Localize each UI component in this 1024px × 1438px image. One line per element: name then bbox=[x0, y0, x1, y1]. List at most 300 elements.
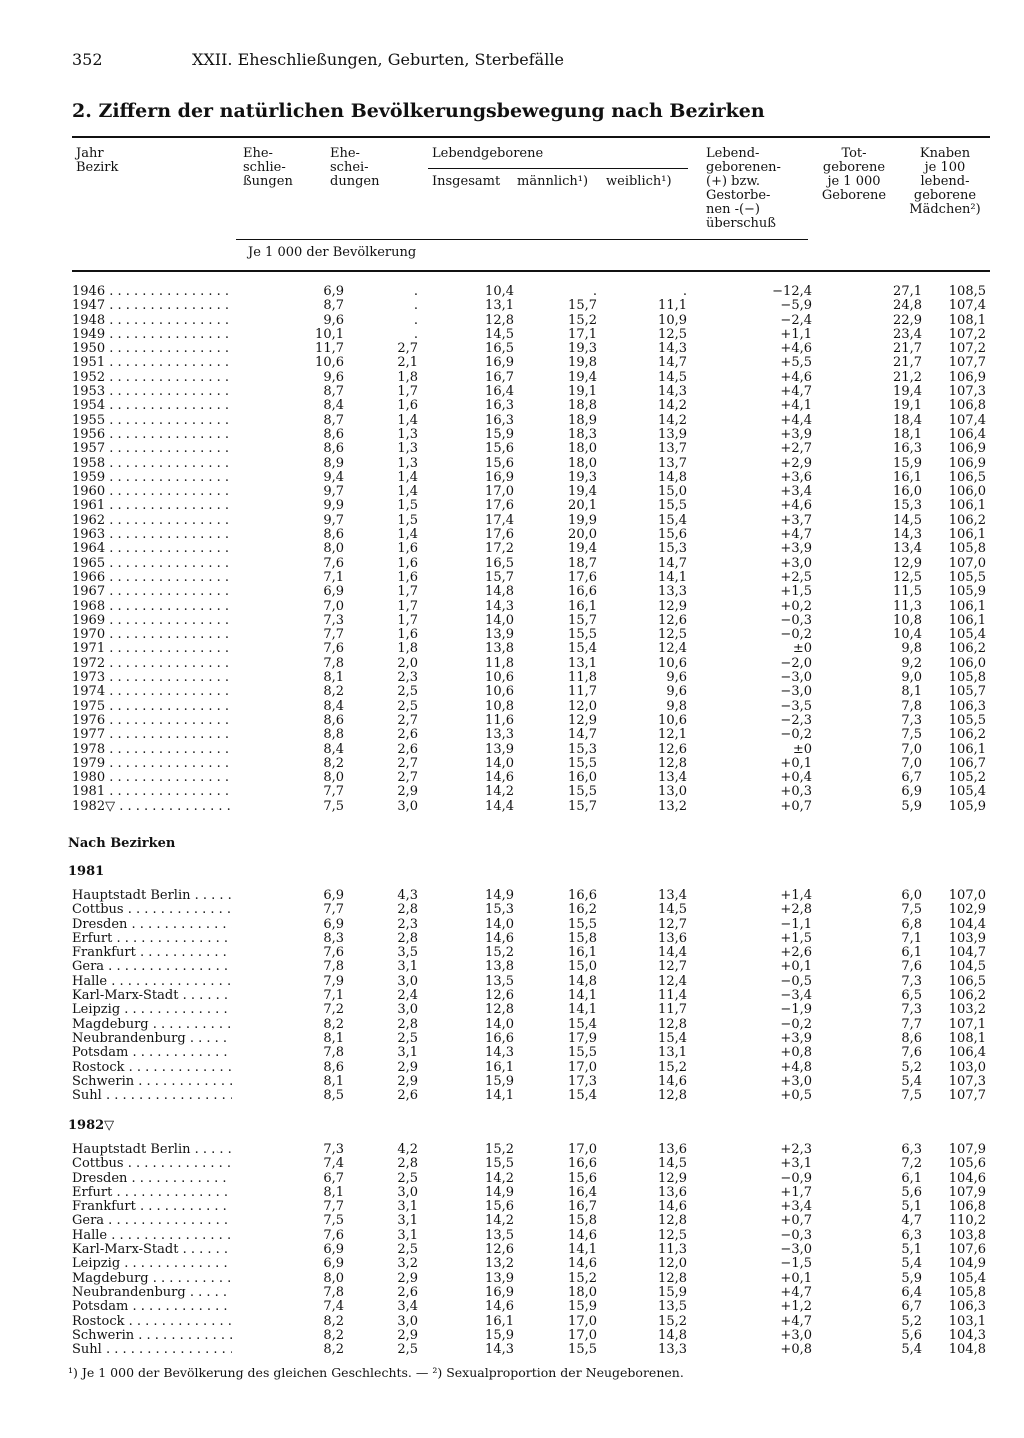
cell-maennlich: 17,3 bbox=[568, 1073, 597, 1089]
cell-maennlich: 19,4 bbox=[568, 541, 597, 557]
cell-ueberschuss: +1,5 bbox=[780, 930, 812, 946]
cell-knaben: 106,9 bbox=[948, 369, 986, 385]
cell-insgesamt: 15,2 bbox=[485, 945, 514, 961]
cell-maennlich: 14,7 bbox=[568, 727, 597, 743]
cell-label: 1978 . . . bbox=[72, 743, 232, 757]
cell-knaben: 106,0 bbox=[948, 484, 986, 500]
cell-knaben: 103,9 bbox=[948, 930, 986, 946]
cell-ueberschuss: +0,8 bbox=[780, 1045, 812, 1061]
table-row bbox=[68, 1200, 994, 1214]
cell-maennlich: 16,2 bbox=[568, 902, 597, 918]
cell-insgesamt: 10,6 bbox=[485, 670, 514, 686]
table-row bbox=[68, 932, 994, 946]
table-row bbox=[68, 1018, 994, 1032]
cell-totgeborene: 15,9 bbox=[893, 455, 922, 471]
section-nach-bezirken: Nach Bezirken bbox=[68, 836, 176, 851]
cell-ueberschuss: +2,8 bbox=[780, 902, 812, 918]
cell-label: 1970 . . . bbox=[72, 628, 232, 642]
cell-label: Potsdam . . . bbox=[72, 1300, 232, 1314]
cell-insgesamt: 14,0 bbox=[485, 755, 514, 771]
cell-totgeborene: 5,9 bbox=[901, 1270, 922, 1286]
table-row bbox=[68, 889, 994, 903]
cell-eheschliessungen: 7,1 bbox=[323, 569, 344, 585]
cell-ueberschuss: −1,1 bbox=[780, 916, 812, 932]
cell-knaben: 103,0 bbox=[948, 1059, 986, 1075]
table-row bbox=[68, 499, 994, 513]
cell-maennlich: 15,3 bbox=[568, 741, 597, 757]
cell-ehescheidungen: 2,8 bbox=[397, 1016, 418, 1032]
col-header-lebendgeborene: Lebendgeborene bbox=[432, 146, 544, 161]
cell-maennlich: 20,0 bbox=[568, 527, 597, 543]
cell-insgesamt: 13,3 bbox=[485, 727, 514, 743]
cell-ueberschuss: −5,9 bbox=[780, 298, 812, 314]
cell-ehescheidungen: 1,8 bbox=[397, 369, 418, 385]
cell-ehescheidungen: . bbox=[413, 298, 418, 314]
cell-totgeborene: 10,4 bbox=[893, 627, 922, 643]
cell-label: 1972 . . . bbox=[72, 657, 232, 671]
cell-eheschliessungen: 6,7 bbox=[323, 1170, 344, 1186]
cell-ueberschuss: −0,2 bbox=[780, 727, 812, 743]
cell-ehescheidungen: 1,4 bbox=[397, 484, 418, 500]
table-row bbox=[68, 328, 994, 342]
cell-ehescheidungen: 2,9 bbox=[397, 1073, 418, 1089]
cell-knaben: 107,0 bbox=[948, 888, 986, 903]
cell-maennlich: 17,1 bbox=[568, 326, 597, 342]
table-row bbox=[68, 600, 994, 614]
cell-ueberschuss: +0,8 bbox=[780, 1342, 812, 1358]
cell-eheschliessungen: 7,3 bbox=[323, 1142, 344, 1157]
cell-eheschliessungen: 8,7 bbox=[323, 298, 344, 314]
cell-weiblich: 11,7 bbox=[658, 1002, 687, 1018]
cell-weiblich: 13,6 bbox=[658, 930, 687, 946]
cell-maennlich: 15,5 bbox=[568, 627, 597, 643]
cell-totgeborene: 6,3 bbox=[901, 1142, 922, 1157]
cell-insgesamt: 14,6 bbox=[485, 930, 514, 946]
cell-ehescheidungen: 2,8 bbox=[397, 902, 418, 918]
cell-weiblich: 10,6 bbox=[658, 655, 687, 671]
cell-ehescheidungen: 2,3 bbox=[397, 670, 418, 686]
cell-ueberschuss: −0,2 bbox=[780, 627, 812, 643]
cell-ehescheidungen: 2,9 bbox=[397, 1270, 418, 1286]
cell-insgesamt: 14,3 bbox=[485, 598, 514, 614]
cell-label: 1982▽ . . . bbox=[72, 800, 232, 814]
cell-weiblich: 12,6 bbox=[658, 741, 687, 757]
cell-knaben: 106,1 bbox=[948, 598, 986, 614]
cell-maennlich: 19,1 bbox=[568, 384, 597, 400]
cell-ueberschuss: −2,0 bbox=[780, 655, 812, 671]
cell-weiblich: 15,2 bbox=[658, 1313, 687, 1329]
table-row bbox=[68, 485, 994, 499]
cell-eheschliessungen: 9,6 bbox=[323, 369, 344, 385]
cell-insgesamt: 14,2 bbox=[485, 1213, 514, 1229]
cell-insgesamt: 13,8 bbox=[485, 959, 514, 975]
cell-maennlich: 15,5 bbox=[568, 784, 597, 800]
cell-insgesamt: 15,5 bbox=[485, 1156, 514, 1172]
cell-weiblich: 12,8 bbox=[658, 755, 687, 771]
cell-eheschliessungen: 8,3 bbox=[323, 930, 344, 946]
cell-knaben: 107,9 bbox=[948, 1184, 986, 1200]
cell-weiblich: 14,1 bbox=[658, 569, 687, 585]
cell-maennlich: 17,6 bbox=[568, 569, 597, 585]
cell-totgeborene: 7,0 bbox=[901, 741, 922, 757]
cell-eheschliessungen: 7,1 bbox=[323, 988, 344, 1004]
col-header-eheschliessungen: Ehe- schlie- ßungen bbox=[243, 146, 293, 189]
cell-maennlich: 19,3 bbox=[568, 469, 597, 485]
cell-knaben: 103,8 bbox=[948, 1227, 986, 1243]
cell-eheschliessungen: 8,1 bbox=[323, 1184, 344, 1200]
cell-ehescheidungen: 2,5 bbox=[397, 1242, 418, 1258]
cell-insgesamt: 17,0 bbox=[485, 484, 514, 500]
cell-ehescheidungen: 1,5 bbox=[397, 498, 418, 514]
cell-label: 1960 . . . bbox=[72, 485, 232, 499]
cell-totgeborene: 8,1 bbox=[901, 684, 922, 700]
cell-ehescheidungen: 3,4 bbox=[397, 1299, 418, 1315]
table-row bbox=[68, 414, 994, 428]
table-row bbox=[68, 557, 994, 571]
table-row bbox=[68, 771, 994, 785]
cell-label: 1947 . . . bbox=[72, 299, 232, 313]
cell-insgesamt: 10,8 bbox=[485, 698, 514, 714]
cell-totgeborene: 7,7 bbox=[901, 1016, 922, 1032]
cell-weiblich: 12,6 bbox=[658, 612, 687, 628]
cell-ehescheidungen: 2,6 bbox=[397, 1284, 418, 1300]
cell-label: Leipzig . . . bbox=[72, 1257, 232, 1271]
cell-label: Suhl . . . bbox=[72, 1343, 232, 1357]
cell-ueberschuss: +2,5 bbox=[780, 569, 812, 585]
cell-ehescheidungen: 1,7 bbox=[397, 598, 418, 614]
table-row bbox=[68, 714, 994, 728]
cell-weiblich: 12,9 bbox=[658, 1170, 687, 1186]
cell-ueberschuss: +0,1 bbox=[780, 959, 812, 975]
table-row bbox=[68, 1143, 994, 1157]
cell-weiblich: 14,8 bbox=[658, 469, 687, 485]
cell-knaben: 107,7 bbox=[948, 1088, 986, 1104]
table-row bbox=[68, 785, 994, 799]
cell-ueberschuss: ±0 bbox=[792, 641, 812, 657]
cell-eheschliessungen: 8,2 bbox=[323, 1327, 344, 1343]
cell-eheschliessungen: 6,9 bbox=[323, 284, 344, 299]
cell-weiblich: 10,9 bbox=[658, 312, 687, 328]
cell-weiblich: 15,6 bbox=[658, 527, 687, 543]
cell-maennlich: 19,4 bbox=[568, 484, 597, 500]
cell-maennlich: 17,0 bbox=[568, 1327, 597, 1343]
cell-label: Leipzig . . . bbox=[72, 1003, 232, 1017]
cell-ehescheidungen: 1,7 bbox=[397, 612, 418, 628]
cell-insgesamt: 14,0 bbox=[485, 1016, 514, 1032]
table-title: 2. Ziffern der natürlichen Bevölkerungsbewegung nach Bezirken bbox=[72, 100, 765, 122]
cell-ueberschuss: +0,1 bbox=[780, 1270, 812, 1286]
cell-insgesamt: 14,0 bbox=[485, 916, 514, 932]
cell-label: 1979 . . . bbox=[72, 757, 232, 771]
cell-insgesamt: 16,5 bbox=[485, 555, 514, 571]
cell-eheschliessungen: 8,2 bbox=[323, 755, 344, 771]
cell-ehescheidungen: 1,8 bbox=[397, 641, 418, 657]
cell-weiblich: 13,7 bbox=[658, 455, 687, 471]
cell-insgesamt: 10,6 bbox=[485, 684, 514, 700]
cell-ueberschuss: +0,5 bbox=[780, 1088, 812, 1104]
cell-totgeborene: 7,6 bbox=[901, 1045, 922, 1061]
cell-label: Karl-Marx-Stadt . . . bbox=[72, 1243, 232, 1257]
cell-maennlich: 19,4 bbox=[568, 369, 597, 385]
cell-eheschliessungen: 9,7 bbox=[323, 484, 344, 500]
cell-weiblich: 13,2 bbox=[658, 798, 687, 814]
cell-ueberschuss: +3,9 bbox=[780, 541, 812, 557]
page-number: 352 bbox=[72, 50, 103, 69]
cell-weiblich: 15,5 bbox=[658, 498, 687, 514]
cell-knaben: 104,5 bbox=[948, 959, 986, 975]
cell-eheschliessungen: 11,7 bbox=[315, 341, 344, 357]
cell-label: Rostock . . . bbox=[72, 1061, 232, 1075]
cell-weiblich: 11,1 bbox=[658, 298, 687, 314]
cell-totgeborene: 5,1 bbox=[901, 1199, 922, 1215]
table-row bbox=[68, 1343, 994, 1357]
table-row bbox=[68, 1257, 994, 1271]
table-row bbox=[68, 1272, 994, 1286]
table-row bbox=[68, 728, 994, 742]
cell-insgesamt: 15,3 bbox=[485, 902, 514, 918]
cell-ueberschuss: +1,5 bbox=[780, 584, 812, 600]
cell-ueberschuss: +1,7 bbox=[780, 1184, 812, 1200]
cell-ueberschuss: +2,6 bbox=[780, 945, 812, 961]
cell-label: Cottbus . . . bbox=[72, 1157, 232, 1171]
cell-ehescheidungen: 2,8 bbox=[397, 930, 418, 946]
cell-knaben: 107,4 bbox=[948, 298, 986, 314]
cell-ueberschuss: +3,0 bbox=[780, 555, 812, 571]
cell-maennlich: 14,8 bbox=[568, 973, 597, 989]
cell-label: 1954 . . . bbox=[72, 399, 232, 413]
col-header-ehescheidungen: Ehe- schei- dungen bbox=[330, 146, 380, 189]
table-row bbox=[68, 671, 994, 685]
cell-insgesamt: 14,2 bbox=[485, 784, 514, 800]
cell-label: 1980 . . . bbox=[72, 771, 232, 785]
cell-ueberschuss: +4,6 bbox=[780, 498, 812, 514]
cell-insgesamt: 17,6 bbox=[485, 498, 514, 514]
cell-label: Magdeburg . . . bbox=[72, 1018, 232, 1032]
cell-maennlich: . bbox=[592, 284, 597, 299]
cell-ueberschuss: +4,7 bbox=[780, 384, 812, 400]
cell-knaben: 107,0 bbox=[948, 555, 986, 571]
table-row bbox=[68, 314, 994, 328]
cell-totgeborene: 21,7 bbox=[893, 355, 922, 371]
cell-insgesamt: 16,3 bbox=[485, 398, 514, 414]
cell-label: 1967 . . . bbox=[72, 585, 232, 599]
cell-insgesamt: 13,1 bbox=[485, 298, 514, 314]
cell-ehescheidungen: 1,3 bbox=[397, 426, 418, 442]
cell-eheschliessungen: 7,7 bbox=[323, 627, 344, 643]
cell-eheschliessungen: 7,0 bbox=[323, 598, 344, 614]
running-header bbox=[72, 50, 564, 69]
cell-weiblich: 12,8 bbox=[658, 1088, 687, 1104]
cell-knaben: 105,6 bbox=[948, 1156, 986, 1172]
table-row bbox=[68, 342, 994, 356]
table-row bbox=[68, 685, 994, 699]
cell-knaben: 110,2 bbox=[948, 1213, 986, 1229]
cell-label: 1975 . . . bbox=[72, 700, 232, 714]
cell-maennlich: 14,1 bbox=[568, 1002, 597, 1018]
table-row bbox=[68, 1243, 994, 1257]
cell-ueberschuss: +3,9 bbox=[780, 426, 812, 442]
cell-knaben: 106,2 bbox=[948, 988, 986, 1004]
cell-ehescheidungen: 1,6 bbox=[397, 555, 418, 571]
cell-ehescheidungen: . bbox=[413, 284, 418, 299]
cell-ehescheidungen: 1,6 bbox=[397, 627, 418, 643]
cell-maennlich: 15,7 bbox=[568, 298, 597, 314]
cell-weiblich: 15,2 bbox=[658, 1059, 687, 1075]
cell-knaben: 105,8 bbox=[948, 670, 986, 686]
cell-ueberschuss: +4,7 bbox=[780, 1284, 812, 1300]
cell-ueberschuss: +0,7 bbox=[780, 798, 812, 814]
cell-maennlich: 15,5 bbox=[568, 755, 597, 771]
cell-knaben: 104,9 bbox=[948, 1256, 986, 1272]
cell-totgeborene: 6,1 bbox=[901, 1170, 922, 1186]
cell-weiblich: 13,3 bbox=[658, 584, 687, 600]
cell-weiblich: 13,4 bbox=[658, 888, 687, 903]
cell-eheschliessungen: 6,9 bbox=[323, 888, 344, 903]
cell-insgesamt: 12,8 bbox=[485, 312, 514, 328]
cell-weiblich: 15,9 bbox=[658, 1284, 687, 1300]
cell-weiblich: 9,8 bbox=[666, 698, 687, 714]
cell-ehescheidungen: 4,3 bbox=[397, 888, 418, 903]
cell-weiblich: 13,7 bbox=[658, 441, 687, 457]
cell-eheschliessungen: 8,1 bbox=[323, 1030, 344, 1046]
cell-eheschliessungen: 8,5 bbox=[323, 1088, 344, 1104]
cell-maennlich: 20,1 bbox=[568, 498, 597, 514]
cell-totgeborene: 10,8 bbox=[893, 612, 922, 628]
cell-totgeborene: 23,4 bbox=[893, 326, 922, 342]
cell-label: Dresden . . . bbox=[72, 1172, 232, 1186]
table-row bbox=[68, 542, 994, 556]
cell-weiblich: 13,4 bbox=[658, 770, 687, 786]
cell-weiblich: 14,6 bbox=[658, 1199, 687, 1215]
cell-ehescheidungen: 3,1 bbox=[397, 1227, 418, 1243]
cell-insgesamt: 14,8 bbox=[485, 584, 514, 600]
cell-eheschliessungen: 8,6 bbox=[323, 426, 344, 442]
years-table bbox=[68, 285, 994, 814]
cell-knaben: 104,7 bbox=[948, 945, 986, 961]
cell-knaben: 105,7 bbox=[948, 684, 986, 700]
cell-maennlich: 18,9 bbox=[568, 412, 597, 428]
cell-totgeborene: 7,1 bbox=[901, 930, 922, 946]
cell-totgeborene: 18,1 bbox=[893, 426, 922, 442]
cell-insgesamt: 14,6 bbox=[485, 770, 514, 786]
cell-insgesamt: 16,1 bbox=[485, 1313, 514, 1329]
cell-eheschliessungen: 7,8 bbox=[323, 1045, 344, 1061]
cell-maennlich: 11,7 bbox=[568, 684, 597, 700]
cell-insgesamt: 16,9 bbox=[485, 1284, 514, 1300]
cell-weiblich: 10,6 bbox=[658, 712, 687, 728]
cell-ueberschuss: −3,0 bbox=[780, 670, 812, 686]
cell-weiblich: 12,8 bbox=[658, 1213, 687, 1229]
cell-ueberschuss: −0,3 bbox=[780, 612, 812, 628]
cell-ueberschuss: +3,9 bbox=[780, 1030, 812, 1046]
table-row bbox=[68, 743, 994, 757]
cell-ueberschuss: +4,4 bbox=[780, 412, 812, 428]
cell-eheschliessungen: 7,8 bbox=[323, 1284, 344, 1300]
cell-totgeborene: 19,1 bbox=[893, 398, 922, 414]
cell-insgesamt: 14,6 bbox=[485, 1299, 514, 1315]
cell-knaben: 107,3 bbox=[948, 1073, 986, 1089]
cell-ueberschuss: +0,7 bbox=[780, 1213, 812, 1229]
cell-ehescheidungen: 2,5 bbox=[397, 1170, 418, 1186]
cell-ueberschuss: +3,0 bbox=[780, 1327, 812, 1343]
cell-label: 1953 . . . bbox=[72, 385, 232, 399]
cell-ehescheidungen: 3,0 bbox=[397, 1184, 418, 1200]
cell-maennlich: 19,3 bbox=[568, 341, 597, 357]
cell-eheschliessungen: 7,2 bbox=[323, 1002, 344, 1018]
cell-totgeborene: 9,8 bbox=[901, 641, 922, 657]
cell-ueberschuss: +1,1 bbox=[780, 326, 812, 342]
cell-insgesamt: 13,2 bbox=[485, 1256, 514, 1272]
cell-ehescheidungen: 1,7 bbox=[397, 384, 418, 400]
cell-weiblich: 15,4 bbox=[658, 1030, 687, 1046]
cell-eheschliessungen: 6,9 bbox=[323, 916, 344, 932]
cell-eheschliessungen: 7,6 bbox=[323, 1227, 344, 1243]
table-row bbox=[68, 428, 994, 442]
table-row bbox=[68, 1032, 994, 1046]
cell-maennlich: 15,5 bbox=[568, 916, 597, 932]
cell-totgeborene: 11,3 bbox=[893, 598, 922, 614]
running-title: XXII. Eheschließungen, Geburten, Sterbefälle bbox=[192, 50, 564, 69]
cell-knaben: 108,5 bbox=[948, 284, 986, 299]
cell-totgeborene: 6,7 bbox=[901, 770, 922, 786]
table-row bbox=[68, 1229, 994, 1243]
cell-totgeborene: 6,0 bbox=[901, 888, 922, 903]
cell-maennlich: 17,0 bbox=[568, 1142, 597, 1157]
cell-totgeborene: 5,4 bbox=[901, 1256, 922, 1272]
cell-ueberschuss: +3,7 bbox=[780, 512, 812, 528]
cell-ehescheidungen: 1,5 bbox=[397, 512, 418, 528]
table-row bbox=[68, 1089, 994, 1103]
cell-insgesamt: 15,6 bbox=[485, 1199, 514, 1215]
cell-totgeborene: 5,2 bbox=[901, 1313, 922, 1329]
table-row bbox=[68, 528, 994, 542]
table-row bbox=[68, 700, 994, 714]
cell-maennlich: 14,1 bbox=[568, 1242, 597, 1258]
cell-totgeborene: 12,5 bbox=[893, 569, 922, 585]
cell-maennlich: 16,6 bbox=[568, 584, 597, 600]
cell-ehescheidungen: 2,3 bbox=[397, 916, 418, 932]
cell-ueberschuss: +0,1 bbox=[780, 755, 812, 771]
cell-insgesamt: 10,4 bbox=[485, 284, 514, 299]
cell-knaben: 107,3 bbox=[948, 384, 986, 400]
cell-eheschliessungen: 8,1 bbox=[323, 1073, 344, 1089]
cell-knaben: 106,9 bbox=[948, 455, 986, 471]
cell-label: 1965 . . . bbox=[72, 557, 232, 571]
cell-ueberschuss: +3,4 bbox=[780, 1199, 812, 1215]
cell-ehescheidungen: 2,4 bbox=[397, 988, 418, 1004]
cell-insgesamt: 15,9 bbox=[485, 426, 514, 442]
cell-eheschliessungen: 9,4 bbox=[323, 469, 344, 485]
cell-eheschliessungen: 6,9 bbox=[323, 1256, 344, 1272]
cell-knaben: 106,0 bbox=[948, 655, 986, 671]
cell-knaben: 106,1 bbox=[948, 498, 986, 514]
cell-totgeborene: 14,5 bbox=[893, 512, 922, 528]
cell-totgeborene: 7,3 bbox=[901, 1002, 922, 1018]
cell-eheschliessungen: 7,9 bbox=[323, 973, 344, 989]
cell-ehescheidungen: 2,8 bbox=[397, 1156, 418, 1172]
cell-maennlich: 12,9 bbox=[568, 712, 597, 728]
cell-knaben: 107,2 bbox=[948, 341, 986, 357]
cell-totgeborene: 5,6 bbox=[901, 1184, 922, 1200]
cell-label: Frankfurt . . . bbox=[72, 946, 232, 960]
cell-totgeborene: 16,1 bbox=[893, 469, 922, 485]
cell-knaben: 106,1 bbox=[948, 527, 986, 543]
cell-weiblich: 15,3 bbox=[658, 541, 687, 557]
cell-knaben: 106,8 bbox=[948, 1199, 986, 1215]
cell-eheschliessungen: 7,5 bbox=[323, 1213, 344, 1229]
table-row bbox=[68, 989, 994, 1003]
cell-ueberschuss: −12,4 bbox=[772, 284, 812, 299]
